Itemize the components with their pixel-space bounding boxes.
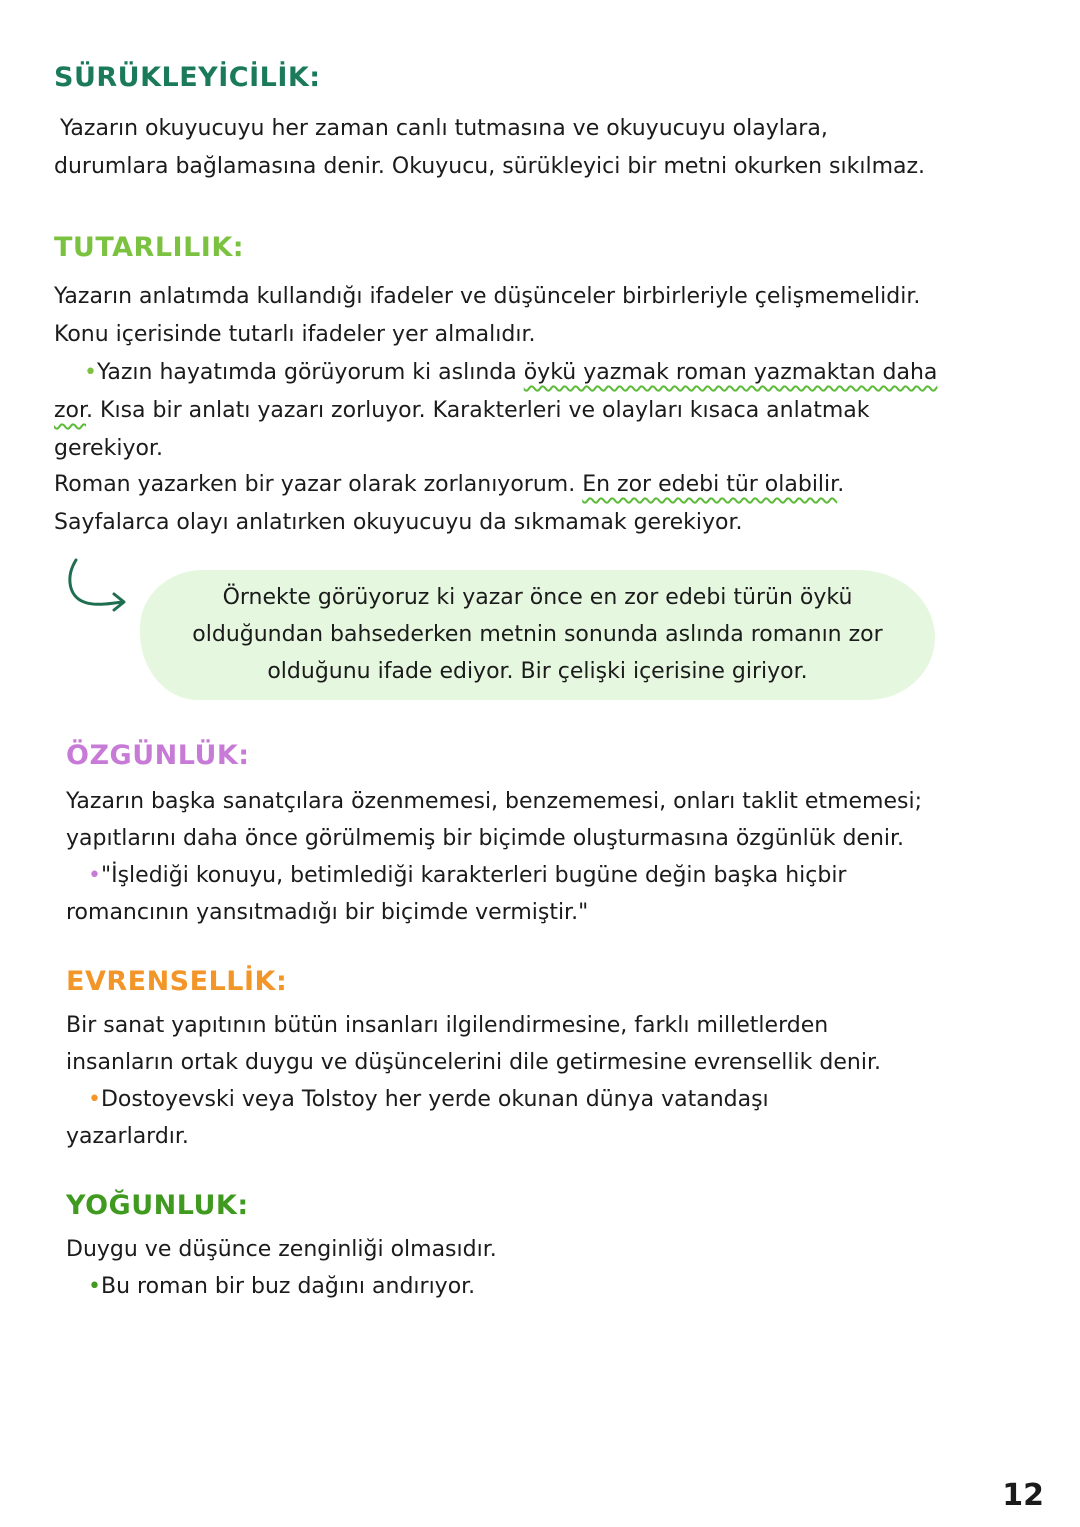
tutarlilik-example-line-2 <box>54 396 869 426</box>
example-text-d: Roman yazarken bir yazar olarak zorlanıyorum. <box>54 472 583 497</box>
heading-yogunluk: YOĞUNLUK: <box>66 1190 249 1221</box>
bullet-dot-icon: • <box>88 1087 101 1112</box>
evrensellik-example-text-1: Dostoyevski veya Tolstoy her yerde okunan dünya vatandaşı <box>100 1087 769 1112</box>
curved-arrow-icon <box>62 556 142 626</box>
heading-ozgunluk: ÖZGÜNLÜK: <box>66 740 250 771</box>
tutarlilik-example-line-1 <box>84 358 937 388</box>
callout-line-2: olduğundan bahsederken metnin sonunda aslında romanın zor <box>192 622 883 647</box>
ozgunluk-example-text-1: "İşlediği konuyu, betimlediği karakterleri bugüne değin başka hiçbir <box>100 863 847 888</box>
evrensellik-example-line-1 <box>88 1085 769 1115</box>
ozgunluk-example-line-1 <box>88 861 846 891</box>
heading-tutarlilik: TUTARLILIK: <box>54 232 245 263</box>
yogunluk-line-1: Duygu ve düşünce zenginliği olmasıdır. <box>66 1237 497 1262</box>
heading-evrensellik: EVRENSELLİK: <box>66 966 288 997</box>
example-text-a: Yazın hayatımda görüyorum ki aslında <box>96 360 524 385</box>
yogunluk-example-line-1 <box>88 1272 475 1302</box>
bullet-dot-icon: • <box>88 1274 101 1299</box>
tutarlilik-line-2: Konu içerisinde tutarlı ifadeler yer almalıdır. <box>54 322 536 347</box>
yogunluk-example-text: Bu roman bir buz dağını andırıyor. <box>100 1274 476 1299</box>
callout-line-1: Örnekte görüyoruz ki yazar önce en zor edebi türün öykü <box>222 585 853 610</box>
bullet-dot-icon: • <box>88 863 101 888</box>
example-underline-b: zor <box>54 398 87 423</box>
example-text-d-end: . <box>837 472 845 497</box>
example-underline-a: öykü yazmak roman yazmaktan daha <box>523 360 938 385</box>
example-underline-d: En zor edebi tür olabilir <box>582 472 838 497</box>
heading-surukleyicilik: SÜRÜKLEYİCİLİK: <box>54 62 321 93</box>
tutarlilik-example-line-5: Sayfalarca olayı anlatırken okuyucuyu da sıkmamak gerekiyor. <box>54 510 743 535</box>
bullet-dot-icon: • <box>84 360 97 385</box>
page-number: 12 <box>1002 1478 1044 1513</box>
tutarlilik-line-1: Yazarın anlatımda kullandığı ifadeler ve düşünceler birbirleriyle çelişmemelidir. <box>54 284 921 309</box>
evrensellik-example-line-2: yazarlardır. <box>66 1124 189 1149</box>
ozgunluk-line-1: Yazarın başka sanatçılara özenmemesi, benzememesi, onları taklit etmemesi; <box>66 789 922 814</box>
ozgunluk-line-2: yapıtlarını daha önce görülmemiş bir biçimde oluşturmasına özgünlük denir. <box>66 826 905 851</box>
evrensellik-line-1: Bir sanat yapıtının bütün insanları ilgilendirmesine, farklı milletlerden <box>66 1013 829 1038</box>
tutarlilik-example-line-3: gerekiyor. <box>54 436 163 461</box>
ozgunluk-example-line-2: romancının yansıtmadığı bir biçimde vermiştir." <box>66 900 589 925</box>
callout-line-3: olduğunu ifade ediyor. Bir çelişki içerisine giriyor. <box>267 659 808 684</box>
evrensellik-line-2: insanların ortak duygu ve düşüncelerini dile getirmesine evrensellik denir. <box>66 1050 881 1075</box>
example-text-b: . Kısa bir anlatı yazarı zorluyor. Karakterleri ve olayları kısaca anlatmak <box>86 398 870 423</box>
surukleyicilik-line-2: durumlara bağlamasına denir. Okuyucu, sürükleyici bir metni okurken sıkılmaz. <box>54 154 926 179</box>
tutarlilik-example-line-4 <box>54 470 844 500</box>
surukleyicilik-line-1: Yazarın okuyucuyu her zaman canlı tutmasına ve okuyucuyu olaylara, <box>60 116 828 141</box>
